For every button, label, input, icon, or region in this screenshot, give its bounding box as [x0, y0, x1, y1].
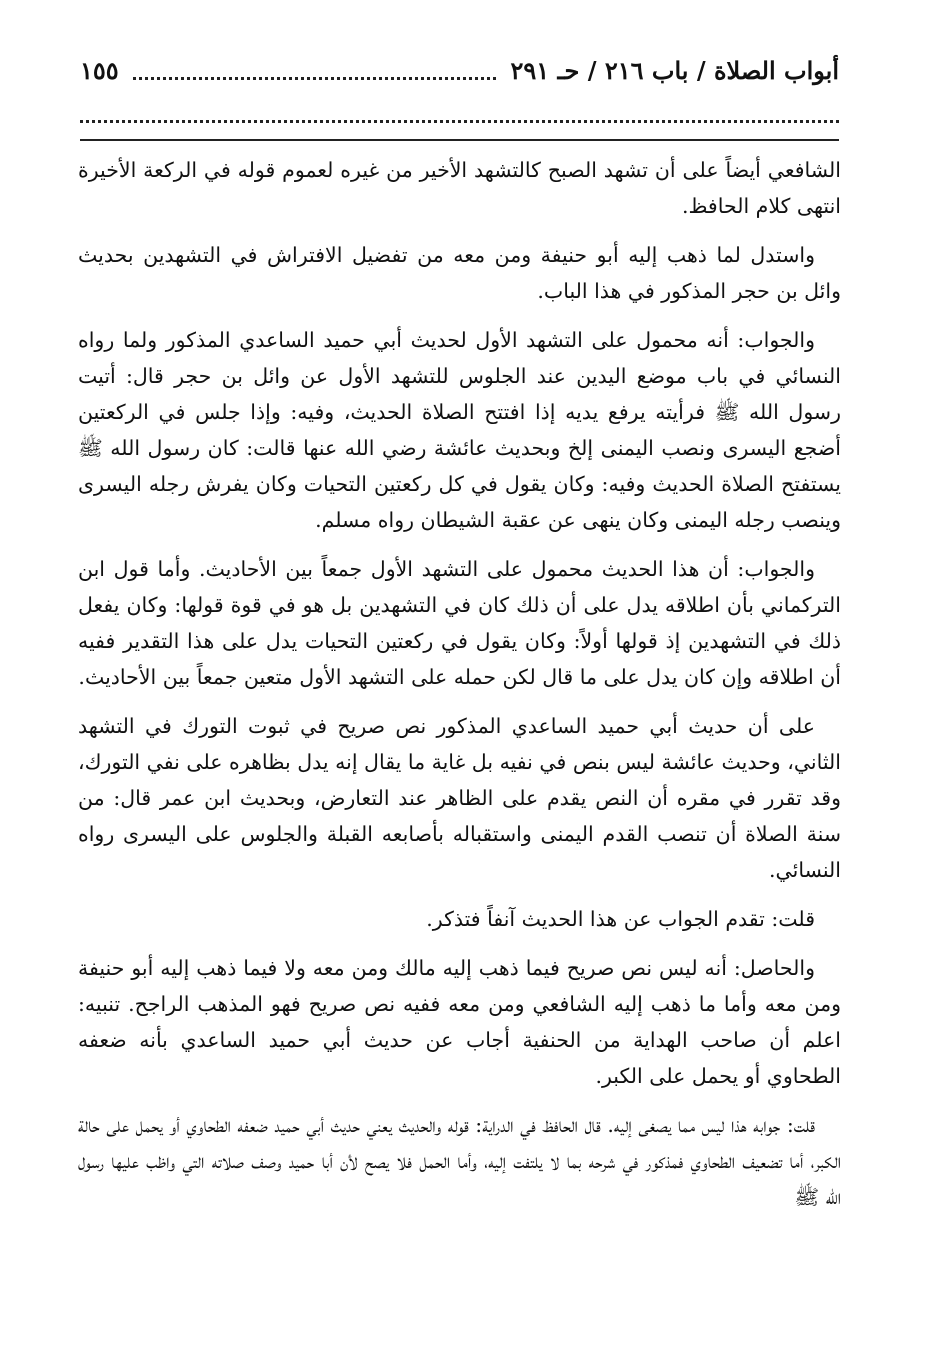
dotted-separator	[80, 120, 839, 123]
paragraph: والحاصل: أنه ليس نص صريح فيما ذهب إليه مالك ومن معه ولا فيما ذهب إليه أبو حنيفة ومن معه وأما ما ذهب إليه الشافعي ومن معه ففيه نص صريح فهو المذهب الراجح. تنبيه: اعلم أن صاحب الهداية من الحنفية أجاب عن حديث أبي حميد الساعدي بأنه ضعفه الطحاوي أو يحمل على الكبر.	[78, 956, 841, 1088]
paragraph: قلت: جوابه هذا ليس مما يصغى إليه. قال الحافظ في الدراية: قوله والحديث يعني حديث أبي حميد ضعفه الطحاوي أو يحمل على حالة الكبر، أما تضعيف الطحاوي فمذكور في شرحه بما لا يلتفت إليه، وأما الحمل فلا يصح لأن أبا حميد وصف صلاته التي واظب عليها رسول الله ﷺ	[78, 1113, 841, 1209]
page-number: ١٥٥	[80, 55, 119, 85]
paragraph: قلت: تقدم الجواب عن هذا الحديث آنفاً فتذكر.	[426, 907, 815, 931]
header-dot-leader	[133, 77, 497, 80]
header-title: أبواب الصلاة / باب ٢١٦ / حـ ٢٩١	[510, 55, 839, 85]
running-header	[80, 50, 839, 90]
paragraph: الشافعي أيضاً على أن تشهد الصبح كالتشهد الأخير من غيره لعموم قوله في الركعة الأخيرة انتهى كلام الحافظ.	[78, 158, 841, 218]
body-text	[78, 152, 841, 1228]
paragraph: واستدل لما ذهب إليه أبو حنيفة ومن معه من تفضيل الافتراش في التشهدين بحديث وائل بن حجر المذكور في هذا الباب.	[78, 243, 841, 303]
paragraph: والجواب: أن هذا الحديث محمول على التشهد الأول جمعاً بين الأحاديث. وأما قول ابن التركماني بأن اطلاقه يدل على أن ذلك كان في التشهدين بل هو في قوة قولها: وكان يفعل ذلك في التشهدين إذ قولها أولاً: وكان يقول في ركعتين التحيات يدل على هذا التقدير ففيه أن اطلاقه وإن كان يدل على ما قال لكن حمله على التشهد الأول متعين جمعاً بين الأحاديث.	[78, 557, 841, 689]
paragraph: والجواب: أنه محمول على التشهد الأول لحديث أبي حميد الساعدي المذكور ولما رواه النسائي في باب موضع اليدين عند الجلوس للتشهد الأول عن وائل بن حجر قال: أتيت رسول الله ﷺ فرأيته يرفع يديه إذا افتتح الصلاة الحديث، وفيه: وإذا جلس في الركعتين أضجع اليسرى ونصب اليمنى إلخ وبحديث عائشة رضي الله عنها قالت: كان رسول الله ﷺ يستفتح الصلاة الحديث وفيه: وكان يقول في كل ركعتين التحيات وكان يفرش رجله اليسرى وينصب رجله اليمنى وكان ينهى عن عقبة الشيطان رواه مسلم.	[78, 328, 841, 532]
header-rule	[80, 139, 839, 141]
paragraph: على أن حديث أبي حميد الساعدي المذكور نص صريح في ثبوت التورك في التشهد الثاني، وحديث عائشة ليس بنص في نفيه بل غاية ما يقال إنه يدل بظاهره على نفي التورك، وقد تقرر في مقره أن النص يقدم على الظاهر عند التعارض، وبحديث ابن عمر قال: من سنة الصلاة أن تنصب القدم اليمنى واستقباله بأصابعه القبلة والجلوس على اليسرى رواه النسائي.	[78, 714, 841, 882]
